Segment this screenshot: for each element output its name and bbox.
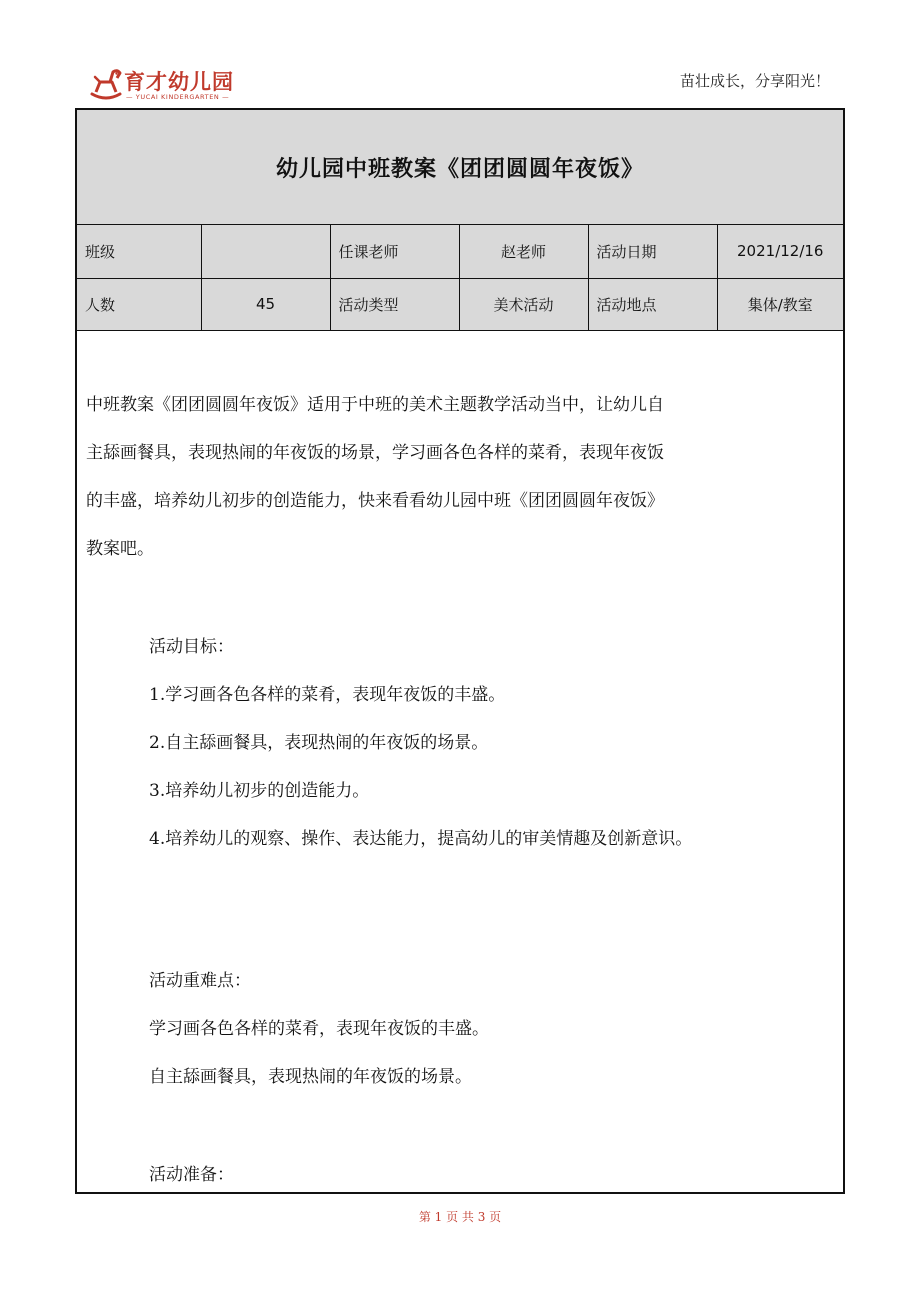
title-band [77, 110, 843, 225]
label-location: 活动地点 [588, 278, 717, 330]
goal-item: 4.培养幼儿的观察、操作、表达能力，提高幼儿的审美情趣及创新意识。 [149, 829, 693, 849]
value-headcount: 45 [201, 278, 330, 330]
goal-item: 2.自主舔画餐具，表现热闹的年夜饭的场景。 [149, 733, 489, 753]
value-location: 集体/教室 [717, 278, 843, 330]
intro-line: 教案吧。 [86, 539, 154, 559]
table-row [77, 278, 843, 330]
kindergarten-logo [86, 62, 236, 106]
intro-line: 的丰盛，培养幼儿初步的创造能力，快来看看幼儿园中班《团团圆圆年夜饭》 [86, 491, 664, 511]
info-table [77, 225, 843, 331]
lesson-plan-document [75, 108, 845, 1194]
page-header [0, 0, 920, 108]
label-teacher: 任课老师 [330, 225, 459, 278]
key-point-item: 自主舔画餐具，表现热闹的年夜饭的场景。 [149, 1067, 472, 1087]
logo-name: 育才幼儿园 [124, 70, 234, 94]
preparation-heading: 活动准备： [149, 1165, 234, 1185]
label-date: 活动日期 [588, 225, 717, 278]
value-teacher: 赵老师 [459, 225, 588, 278]
label-class: 班级 [77, 225, 201, 278]
page-number: 第 1 页 共 3 页 [418, 1210, 502, 1224]
goal-item: 1.学习画各色各样的菜肴，表现年夜饭的丰盛。 [149, 685, 506, 705]
header-slogan: 苗壮成长，分享阳光！ [679, 72, 830, 90]
intro-line: 主舔画餐具，表现热闹的年夜饭的场景，学习画各色各样的菜肴，表现年夜饭 [86, 443, 664, 463]
goals-heading: 活动目标： [149, 637, 234, 657]
table-row [77, 225, 843, 278]
value-date: 2021/12/16 [717, 225, 843, 278]
intro-line: 中班教案《团团圆圆年夜饭》适用于中班的美术主题教学活动当中，让幼儿自 [86, 395, 664, 415]
goal-item: 3.培养幼儿初步的创造能力。 [149, 781, 370, 801]
key-points-heading: 活动重难点： [149, 971, 251, 991]
key-point-item: 学习画各色各样的菜肴，表现年夜饭的丰盛。 [149, 1019, 489, 1039]
value-class [201, 225, 330, 278]
logo-subtitle: — YUCAI KINDERGARTEN — [126, 93, 230, 101]
value-activity-type: 美术活动 [459, 278, 588, 330]
rocking-horse-icon [86, 64, 126, 104]
label-activity-type: 活动类型 [330, 278, 459, 330]
document-title: 幼儿园中班教案《团团圆圆年夜饭》 [275, 156, 644, 182]
label-headcount: 人数 [77, 278, 201, 330]
